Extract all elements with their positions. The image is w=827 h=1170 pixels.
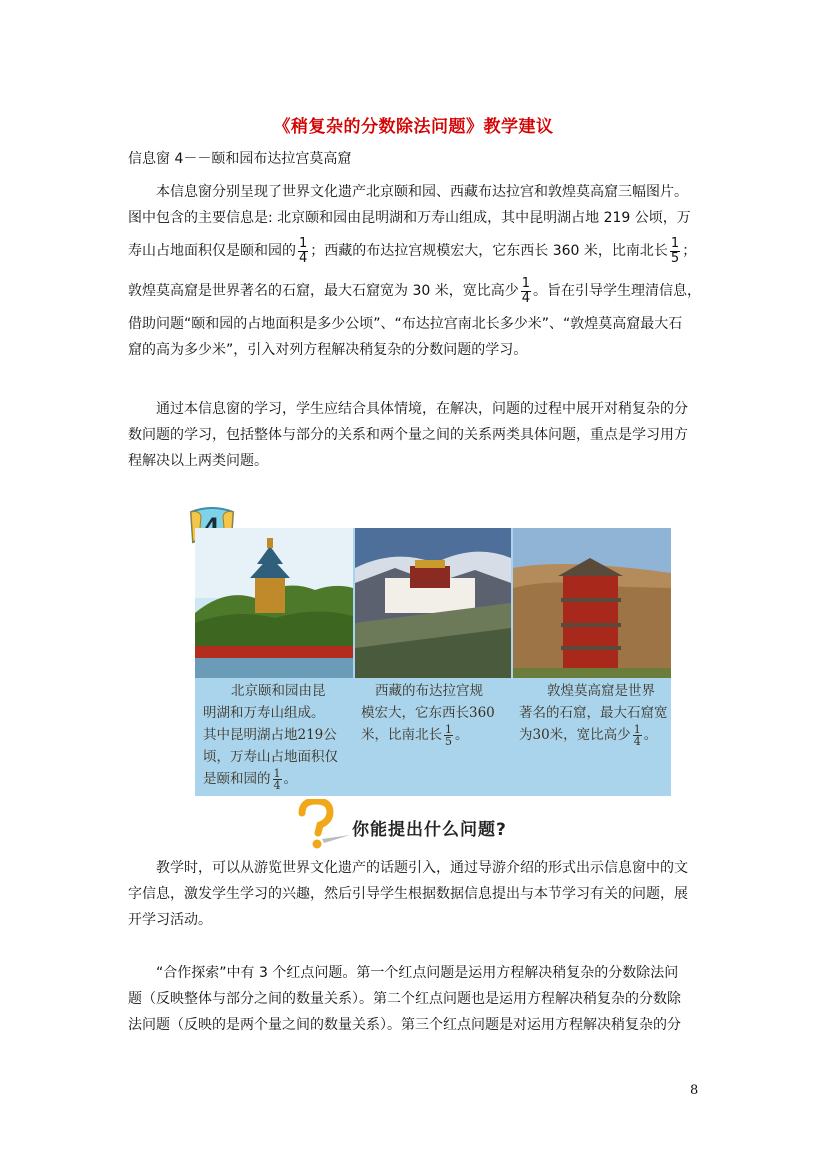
paragraph-cooperation	[128, 960, 706, 1038]
caption-line: 西藏的布达拉宫规	[375, 683, 483, 699]
fraction-one-fifth	[444, 724, 453, 747]
paragraph-intro	[128, 179, 706, 363]
caption-potala-palace	[361, 680, 507, 792]
caption-line: 敦煌莫高窟是世界	[547, 683, 655, 699]
fraction-numerator: 1	[445, 723, 452, 736]
paragraph-teaching	[128, 855, 706, 933]
caption-line	[203, 768, 349, 790]
info-window-subtitle: 信息窗 4－－颐和园布达拉宫莫高窟	[128, 151, 352, 167]
question-mark-icon	[292, 799, 352, 851]
caption-mogao-caves	[519, 680, 669, 792]
text-line	[128, 231, 706, 271]
fraction-one-fifth	[670, 237, 680, 266]
fraction-denominator: 4	[633, 735, 641, 748]
fraction-numerator: 1	[633, 723, 641, 736]
potala-palace-photo	[355, 528, 511, 678]
caption-segment: 。	[283, 771, 297, 787]
caption-line	[361, 724, 507, 746]
fraction-one-fourth	[633, 724, 642, 747]
subtitle-block	[128, 146, 706, 172]
text-line: 字信息，激发学生学习的兴趣，然后引导学生根据数据信息提出与本节学习有关的问题，展	[128, 886, 688, 902]
text-line: 本信息窗分别呈现了世界文化遗产北京颐和园、西藏布达拉宫和敦煌莫高窟三幅图片。	[156, 184, 688, 200]
fraction-denominator: 5	[670, 250, 680, 266]
mogao-caves-image	[513, 528, 671, 678]
fraction-numerator: 1	[273, 767, 281, 780]
text-line: 借助问题“颐和园的占地面积是多少公顷”、“布达拉宫南北长多少米”、“敦煌莫高窟最大石	[128, 316, 683, 332]
caption-line: 明湖和万寿山组成。	[203, 705, 325, 721]
fraction-one-fourth	[521, 277, 531, 306]
text-line: “合作探索”中有 3 个红点问题。第一个红点问题是运用方程解决稍复杂的分数除法问	[156, 965, 679, 981]
text-line	[128, 271, 706, 311]
question-prompt	[292, 799, 582, 851]
fraction-numerator: 1	[670, 235, 680, 251]
fraction-denominator: 5	[445, 735, 452, 748]
caption-segment: 是颐和园的	[203, 771, 271, 787]
page-number: 8	[690, 1083, 699, 1098]
summer-palace-image	[195, 528, 353, 678]
text-segment: ；	[682, 243, 697, 259]
summer-palace-photo	[195, 528, 353, 678]
fraction-numerator: 1	[521, 275, 530, 291]
text-line: 图中包含的主要信息是: 北京颐和园由昆明湖和万寿山组成，其中昆明湖占地 219 公顷，万	[128, 210, 691, 226]
caption-segment: 米，比南北长	[361, 727, 442, 743]
text-segment: 。旨在引导学生理清信息，	[533, 283, 701, 299]
question-text: 你能提出什么问题?	[352, 820, 507, 840]
mogao-caves-photo	[513, 528, 671, 678]
fraction-denominator: 4	[299, 250, 308, 266]
caption-line: 北京颐和园由昆	[231, 683, 326, 699]
text-line: 题（反映整体与部分之间的数量关系）。第二个红点问题也是运用方程解决稍复杂的分数除	[128, 991, 681, 1007]
text-line: 窟的高为多少米”，引入对列方程解决稍复杂的分数问题的学习。	[128, 342, 528, 358]
text-line: 数问题的学习，包括整体与部分的关系和两个量之间的关系两类具体问题，重点是学习用方	[128, 427, 688, 443]
caption-line: 其中昆明湖占地219公	[203, 727, 337, 743]
text-line: 法问题（反映的是两个量之间的数量关系）。第三个红点问题是对运用方程解决稍复杂的分	[128, 1017, 681, 1033]
text-segment: ；西藏的布达拉宫规模宏大，它东西长 360 米，比南北长	[310, 243, 668, 259]
potala-palace-image	[355, 528, 511, 678]
text-line: 通过本信息窗的学习，学生应结合具体情境，在解决，问题的过程中展开对稍复杂的分	[156, 401, 688, 417]
fraction-one-fourth	[273, 768, 282, 791]
text-line: 程解决以上两类问题。	[128, 453, 268, 469]
caption-line: 顷，万寿山占地面积仅	[203, 749, 338, 765]
caption-segment: 。	[643, 727, 658, 743]
fraction-denominator: 4	[273, 779, 281, 792]
caption-line: 模宏大，它东西长360	[361, 705, 495, 721]
text-line: 开学习活动。	[128, 912, 212, 928]
fraction-denominator: 4	[521, 290, 530, 306]
fraction-one-fourth	[298, 237, 308, 266]
caption-segment: 。	[455, 727, 469, 743]
caption-line	[519, 724, 669, 746]
text-segment: 敦煌莫高窟是世界著名的石窟，最大石窟宽为 30 米，宽比高少	[128, 283, 519, 299]
caption-line: 著名的石窟，最大石窟宽	[519, 705, 668, 721]
document-title: 《稍复杂的分数除法问题》教学建议	[273, 117, 554, 137]
fraction-numerator: 1	[299, 235, 308, 251]
text-segment: 寿山占地面积仅是颐和园的	[128, 243, 296, 259]
info-window-figure	[187, 503, 675, 853]
text-line: 教学时，可以从游览世界文化遗产的话题引入，通过导游介绍的形式出示信息窗中的文	[156, 860, 688, 876]
caption-segment: 为30米，宽比高少	[519, 727, 631, 743]
caption-summer-palace	[203, 680, 349, 792]
paragraph-learning	[128, 396, 706, 474]
photo-panels	[195, 528, 671, 796]
